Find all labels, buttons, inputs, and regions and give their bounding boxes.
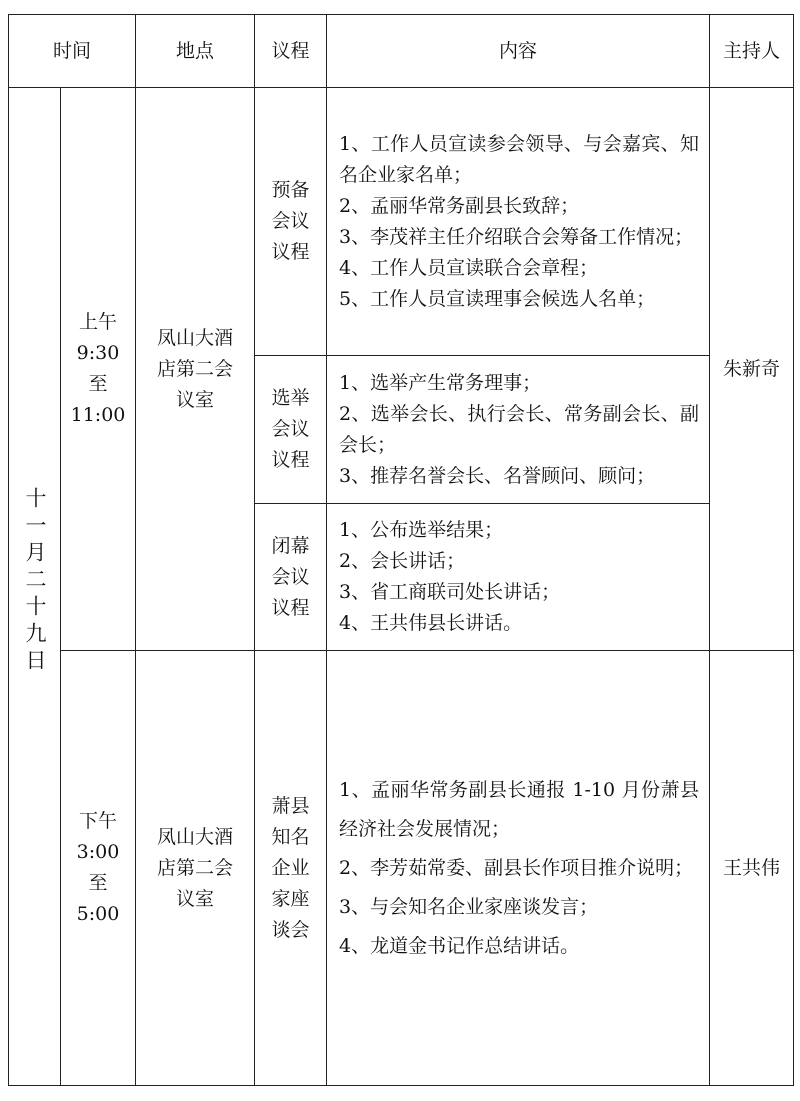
content-item: 4、王共伟县长讲话。	[339, 612, 523, 634]
content-item: 5、工作人员宣读理事会候选人名单；	[339, 287, 656, 310]
morning-location-cell	[136, 88, 255, 651]
morning-location-line: 凤山大酒	[157, 326, 234, 349]
morning-row-1	[9, 88, 794, 356]
content-cell-forum	[327, 651, 710, 1086]
content-item: 1、选举产生常务理事；	[339, 371, 542, 394]
agenda-line: 知名	[271, 825, 310, 848]
agenda-line: 议程	[271, 449, 310, 471]
morning-time-line: 至	[88, 373, 108, 395]
afternoon-location-cell	[136, 651, 255, 1086]
agenda-line: 议程	[271, 241, 310, 263]
content-item: 3、李茂祥主任介绍联合会筹备工作情况；	[339, 225, 694, 248]
content-item: 2、李芳茹常委、副县长作项目推介说明；	[339, 856, 694, 879]
content-item: 1、公布选举结果；	[339, 519, 504, 541]
agenda-cell-closing	[255, 504, 327, 651]
morning-location-line: 议室	[176, 388, 215, 411]
morning-time-line: 11:00	[70, 404, 126, 426]
agenda-line: 家座	[271, 887, 310, 910]
afternoon-time-cell	[61, 651, 136, 1086]
agenda-line: 谈会	[271, 918, 310, 941]
agenda-line: 议程	[271, 596, 310, 619]
content-item: 3、省工商联司处长讲话；	[339, 581, 561, 603]
afternoon-host-cell: 王共伟	[710, 651, 794, 1086]
agenda-table	[8, 14, 794, 1086]
header-agenda: 议程	[255, 15, 327, 88]
agenda-cell-election	[255, 356, 327, 504]
content-cell-preparatory	[327, 88, 710, 356]
afternoon-location-line: 店第二会	[157, 856, 234, 879]
schedule-sheet	[8, 14, 793, 1085]
content-item: 4、工作人员宣读联合会章程；	[339, 256, 599, 279]
afternoon-time-line: 至	[88, 872, 108, 894]
content-item: 1、工作人员宣读参会领导、与会嘉宾、知名企业家名单；	[339, 132, 700, 186]
afternoon-time-line: 3:00	[76, 841, 120, 863]
content-cell-closing	[327, 504, 710, 651]
afternoon-location-line: 议室	[176, 887, 215, 910]
morning-host-cell: 朱新奇	[710, 88, 794, 651]
afternoon-location-line: 凤山大酒	[157, 825, 234, 848]
morning-time-line: 9:30	[76, 342, 120, 364]
content-item: 2、会长讲话；	[339, 550, 466, 572]
content-item: 2、孟丽华常务副县长致辞；	[339, 194, 580, 217]
header-row	[9, 15, 794, 88]
header-host: 主持人	[710, 15, 794, 88]
content-item: 3、与会知名企业家座谈发言；	[339, 895, 599, 918]
afternoon-time-line: 5:00	[76, 903, 120, 925]
afternoon-row	[9, 651, 794, 1086]
content-item: 2、选举会长、执行会长、常务副会长、副会长；	[339, 402, 700, 456]
agenda-line: 会议	[271, 418, 310, 440]
date-cell	[9, 88, 61, 1086]
agenda-line: 萧县	[271, 794, 310, 817]
header-location: 地点	[136, 15, 255, 88]
agenda-cell-forum	[255, 651, 327, 1086]
agenda-cell-preparatory	[255, 88, 327, 356]
agenda-line: 会议	[271, 210, 310, 232]
agenda-line: 会议	[271, 565, 310, 588]
date-text: 十一月二十九日	[23, 487, 47, 676]
morning-time-line: 上午	[79, 311, 118, 333]
agenda-line: 预备	[271, 179, 310, 201]
content-cell-election	[327, 356, 710, 504]
header-content: 内容	[327, 15, 710, 88]
morning-location-line: 店第二会	[157, 357, 234, 380]
morning-time-cell	[61, 88, 136, 651]
agenda-line: 闭幕	[271, 534, 310, 557]
agenda-line: 企业	[271, 856, 310, 879]
content-item: 1、孟丽华常务副县长通报 1-10 月份萧县经济社会发展情况；	[339, 778, 700, 840]
header-time: 时间	[9, 15, 136, 88]
content-item: 4、龙道金书记作总结讲话。	[339, 934, 580, 957]
agenda-line: 选举	[271, 387, 310, 409]
content-item: 3、推荐名誉会长、名誉顾问、顾问；	[339, 464, 656, 487]
afternoon-time-line: 下午	[79, 810, 118, 832]
